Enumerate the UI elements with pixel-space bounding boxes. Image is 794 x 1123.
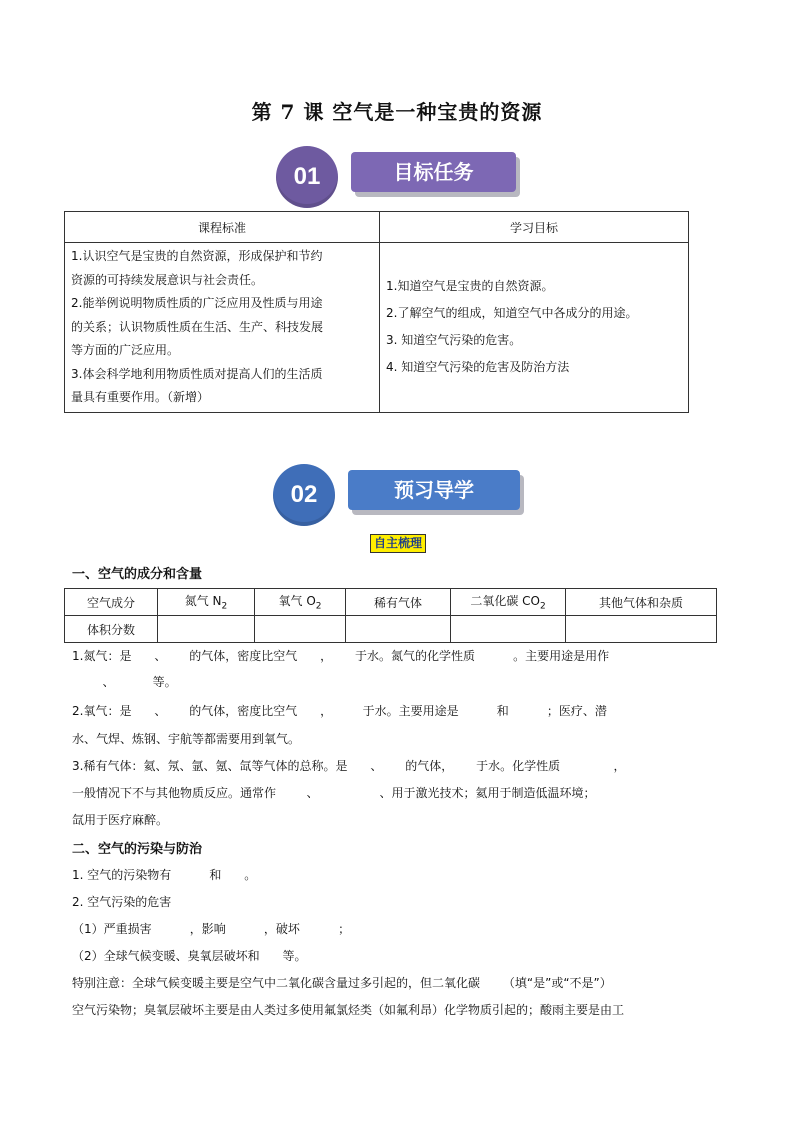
blank-cell [451,616,566,643]
text-line: 3.体会科学地利用物质性质对提高人们的生活质 [71,366,323,381]
table-cell: 二氧化碳 $CO_2$ [451,589,566,616]
table-header: 学习目标 [380,212,689,243]
text-line: 1.氮气：是 、 的气体，密度比空气 ， 于水。氮气的化学性质 。主要用途是用作 [72,649,610,663]
objectives-cell [380,243,689,413]
self-study-tag: 自主梳理 [370,534,426,553]
table-cell: 稀有气体 [346,589,451,616]
text-line: 氙用于医疗麻醉。 [72,813,169,827]
badge-number: 02 [273,464,335,526]
text-line: 等方面的广泛应用。 [71,343,180,357]
text-line: 水、气焊、炼钢、宇航等都需要用到氧气。 [72,732,301,746]
text-line: 空气污染物；臭氧层破坏主要是由人类过多使用氟氯烃类（如氟利昂）化学物质引起的；酸雨主要是由工 [72,1003,625,1017]
table-cell: 体积分数 [65,616,158,643]
text-line: 2.氧气：是 、 的气体，密度比空气 ， 于水。主要用途是 和 ；医疗、潜 [72,704,607,718]
text-line: 2. 空气污染的危害 [72,895,172,909]
air-composition-table [64,588,717,643]
badge-number: 01 [276,146,338,208]
text-line: 1. 空气的污染物有 和 。 [72,868,257,882]
table-row [65,616,717,643]
table-header: 课程标准 [65,212,380,243]
text-line: 资源的可持续发展意识与社会责任。 [71,272,264,287]
table-cell: 氮气 $N_2$ [158,589,255,616]
blank-cell [255,616,346,643]
standards-table [64,211,689,413]
text-line: 量具有重要作用。（新增） [71,390,210,404]
text-line: 1.知道空气是宝贵的自然资源。 [386,279,554,294]
text-line: 4. 知道空气污染的危害及防治方法 [386,360,570,375]
section-heading: 二、空气的污染与防治 [72,842,203,857]
text-line: 3.稀有气体：氦、氖、氩、氪、氙等气体的总称。是 、 的气体， 于水。化学性质 ， [72,759,626,773]
text-line: 特别注意：全球气候变暖主要是空气中二氧化碳含量过多引起的，但二氧化碳 （填“是”或“不是”） [72,976,612,990]
text-line: 2.能举例说明物质性质的广泛应用及性质与用途 [71,296,323,310]
text-line: 3. 知道空气污染的危害。 [386,333,522,348]
text-line: 一般情况下不与其他物质反应。通常作 、 、用于激光技术；氦用于制造低温环境； [72,786,596,800]
badge-label: 目标任务 [351,152,516,192]
blank-cell [158,616,255,643]
badge-label: 预习导学 [348,470,520,510]
text-line: （2）全球气候变暖、臭氧层破坏和 等。 [72,949,307,963]
table-cell: 氧气 $O_2$ [255,589,346,616]
table-cell: 其他气体和杂质 [566,589,717,616]
blank-cell [346,616,451,643]
table-row [65,589,717,616]
text-line: 2.了解空气的组成，知道空气中各成分的用途。 [386,306,638,321]
text-line: 1.认识空气是宝贵的自然资源，形成保护和节约 [71,249,323,263]
standards-cell [65,243,380,413]
section-heading: 一、空气的成分和含量 [72,567,203,582]
blank-cell [566,616,717,643]
text-line: 、 等。 [72,675,177,689]
page-title: 第 7 课 空气是一种宝贵的资源 [251,100,543,124]
text-line: 的关系；认识物质性质在生活、生产、科技发展 [71,319,324,334]
table-cell: 空气成分 [65,589,158,616]
text-line: （1）严重损害 ，影响 ，破坏 ； [72,922,351,936]
